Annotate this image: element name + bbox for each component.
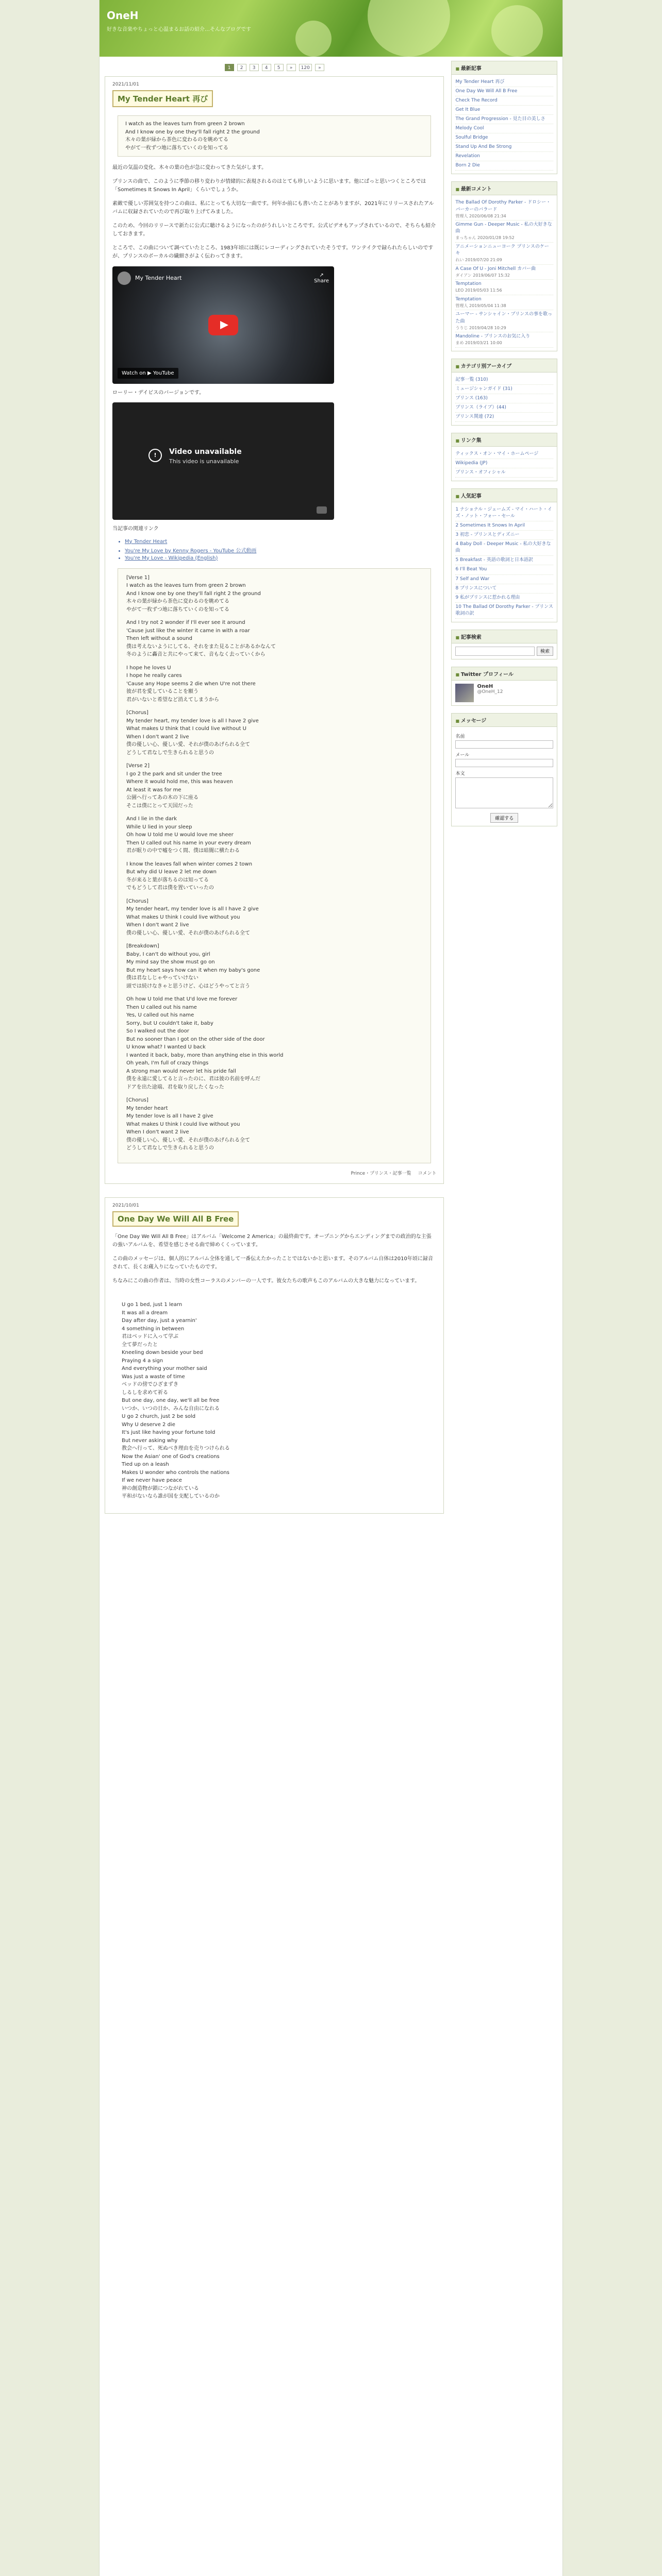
widget-title: ■ 最新コメント xyxy=(452,182,557,195)
play-icon[interactable] xyxy=(208,315,238,335)
lyric-line: Oh how U told me that U'd love me forever xyxy=(126,996,238,1002)
lyric-line: But my heart says how can it when my baby's gone xyxy=(126,967,260,973)
lyric-line: そこは僕にとって天国だった xyxy=(126,803,193,809)
link-list xyxy=(452,447,557,481)
external-link[interactable]: プリンス・オフィシャル xyxy=(455,468,553,478)
entry-paragraph: ところで、この曲について調べていたところ、1983年頃には既にレコーディングされていたそうです。ワンテイクで録られたらしいのですが、プリンスのボーカルの繊細さがよく伝わってきます。 xyxy=(112,245,434,259)
stanza-gap xyxy=(126,614,422,619)
lyric-line: 'Cause any Hope seems 2 die when U're not there xyxy=(126,681,256,687)
page-link[interactable]: 2 xyxy=(237,64,246,71)
stanza-gap xyxy=(126,990,422,995)
quote-line: やがて一枚ずつ地に落ちていくのを知ってる xyxy=(125,145,228,151)
blog-entry xyxy=(105,1197,444,1514)
recent-comment-title[interactable]: Temptation xyxy=(455,281,482,287)
lyric-line: 平和がないなら誰が国を支配しているのか xyxy=(122,1494,220,1499)
lyric-line: Why U deserve 2 die xyxy=(122,1421,175,1428)
lyric-line: My tender heart xyxy=(126,1105,168,1111)
entry-paragraph: 最近の気温の変化、木々の葉の色が急に変わってきた気がします。 xyxy=(112,165,267,171)
recent-post-link[interactable]: One Day We Will All B Free xyxy=(455,87,553,96)
category-link[interactable]: Prince・プリンス・記事一覧 xyxy=(351,1171,411,1176)
lyric-line: What makes U think I could live without you xyxy=(126,1121,240,1127)
lyric-line: U know what? I wanted U back xyxy=(126,1044,206,1050)
channel-avatar[interactable] xyxy=(118,272,131,285)
lyric-line: At least it was for me xyxy=(126,787,181,793)
comment-link[interactable]: コメント xyxy=(418,1171,437,1176)
popular-post-link[interactable]: 4 Baby Doll - Deeper Music - 私の大好きな曲 xyxy=(455,540,553,556)
lyric-line: Praying 4 a sign xyxy=(122,1358,163,1364)
recent-comment-title[interactable]: Mandoline - プリンスのお気に入り xyxy=(455,334,531,340)
recent-post-link[interactable]: The Grand Progression - 見た目の美しさ xyxy=(455,115,553,124)
pager xyxy=(105,64,444,71)
recent-posts-list xyxy=(452,75,557,174)
lyric-line: Sorry, but U couldn't take it, baby xyxy=(126,1020,213,1026)
site-header xyxy=(100,0,562,57)
lyric-line: When I don't want 2 live xyxy=(126,922,189,928)
lyric-line: 僕の優しい心、優しい愛、それが僕のあげられる全て xyxy=(126,930,250,936)
lyric-line: 君が眠りの中で嘘をつく間、僕は暗闇に横たわる xyxy=(126,848,240,854)
page-link[interactable]: » xyxy=(287,64,296,71)
popular-post-link[interactable]: 2 Sometimes It Snows In April xyxy=(455,521,553,531)
entry-title[interactable]: One Day We Will All B Free xyxy=(112,1211,239,1227)
lyric-line: 公園へ行ってあの木の下に座る xyxy=(126,795,198,801)
related-link[interactable]: • My Tender Heart xyxy=(125,539,436,545)
widget-title: ■ 記事検索 xyxy=(452,630,557,643)
recent-comment[interactable] xyxy=(455,265,553,280)
mail-label: メール xyxy=(455,752,470,758)
recent-post-link[interactable]: Stand Up And Be Strong xyxy=(455,143,553,152)
lyric-line: 君がいないと希望など消えてしまうから xyxy=(126,697,219,703)
entry-paragraph: 「One Day We Will All B Free」はアルバム「Welcome 2 America」の最終曲です。オープニングからエンディングまでの政治的な主張の強いアルバムを、希望を感じさせる曲で締めくくっています。 xyxy=(112,1233,432,1248)
recent-post-link[interactable]: My Tender Heart 再び xyxy=(455,78,553,87)
lyric-line: Kneeling down beside your bed xyxy=(122,1350,203,1355)
lyric-line: So I walked out the door xyxy=(126,1028,189,1034)
widget-title: ■ メッセージ xyxy=(452,714,557,727)
main-content xyxy=(105,61,444,1527)
recent-comments-list xyxy=(452,195,557,350)
confirm-button[interactable]: 確認する xyxy=(490,813,518,823)
categories-widget xyxy=(451,359,557,426)
recent-comment-meta: 管理人 2020/06/08 21:34 xyxy=(455,213,506,218)
youtube-embed[interactable] xyxy=(112,266,334,384)
lyric-line: And I know one by one they'll fall right 2 the ground xyxy=(126,590,261,597)
recent-comment[interactable] xyxy=(455,221,553,243)
stanza-gap xyxy=(126,757,422,762)
lyric-line: 教会へ行って、死ぬべき理由を売りつけられる xyxy=(122,1446,230,1451)
recent-post-link[interactable]: Check The Record xyxy=(455,96,553,106)
lyric-line: 全て夢だったと xyxy=(122,1342,158,1348)
recent-comment-meta: 管理人 2019/05/04 11:38 xyxy=(455,303,506,308)
lyric-line: Then left without a sound xyxy=(126,636,192,641)
popular-list xyxy=(452,502,557,622)
alert-icon: ! xyxy=(148,449,162,462)
lyric-line: Day after day, just a yearnin' xyxy=(122,1318,197,1324)
lyric-line: Oh yeah, I'm full of crazy things xyxy=(126,1060,209,1066)
twitter-widget xyxy=(451,667,557,706)
recent-comment[interactable] xyxy=(455,243,553,265)
page-link[interactable]: 1 xyxy=(225,64,234,71)
lyric-line: [Verse 1] xyxy=(126,574,150,581)
entry-paragraph: 素敵で優しい雰囲気を持つこの曲は、私にとっても大切な一曲です。何年か前にも書いたことがありますが、2021年にリリースされたアルバムに収録されていたので再び取り上げてみました。 xyxy=(112,200,434,215)
sidebar xyxy=(451,61,557,1527)
lyric-line: But one day, one day, we'll all be free xyxy=(122,1398,220,1403)
lyric-line: 木々の葉が緑から茶色に変わるのを眺めてる xyxy=(126,599,229,604)
entry-tools xyxy=(112,1170,436,1176)
video-unavailable-message xyxy=(169,448,242,465)
quote-line: 木々の葉が緑から茶色に変わるのを眺めてる xyxy=(125,137,228,143)
popular-post-link[interactable]: 5 Breakfast - 英語の歌詞と日本語訳 xyxy=(455,556,553,565)
recent-comment-title[interactable]: Gimme Gun - Deeper Music - 私の大好きな曲 xyxy=(455,222,552,234)
lyric-line: 僕の優しい心、優しい愛、それが僕のあげられる全て xyxy=(126,742,250,748)
stanza-gap xyxy=(126,659,422,664)
lyric-line: 君はベッドに入って学ぶ xyxy=(122,1334,178,1340)
external-link[interactable]: ティックス・オン・マイ・ホームページ xyxy=(455,450,553,459)
popular-widget xyxy=(451,488,557,622)
lyric-line: 僕を永遠に愛してると言ったのに、君は彼の名前を呼んだ xyxy=(126,1076,260,1082)
quote-line: And I know one by one they'll fall right 2 the ground xyxy=(125,129,260,135)
lyric-line: What makes U think that I could live without U xyxy=(126,726,246,732)
lyric-line: 僕の優しい心、優しい愛、それが僕のあげられる全て xyxy=(126,1137,250,1143)
youtube-logo-icon[interactable] xyxy=(317,506,327,514)
lyric-line: U go 1 bed, just 1 learn xyxy=(122,1302,183,1308)
popular-post-link[interactable]: 6 I'll Beat You xyxy=(455,565,553,574)
entry-paragraph: この曲のメッセージは、個人的にアルバム全体を通して一番伝えたかったことではないかと思います。そのアルバム自体は2010年頃に録音されて、長くお蔵入りになっていたものです。 xyxy=(112,1256,433,1270)
category-link[interactable]: プリンス関連 (72) xyxy=(455,413,553,422)
search-widget xyxy=(451,630,557,659)
lyric-line: U go 2 church, just 2 be sold xyxy=(122,1414,196,1419)
recent-comment-meta: まめ 2019/03/21 10:00 xyxy=(455,341,502,346)
lyric-line: 神の創造物が鎖につながれている xyxy=(122,1485,199,1492)
lyrics-box xyxy=(118,568,431,1163)
links-widget xyxy=(451,433,557,481)
popular-post-link[interactable]: 9 私がプリンスに惹かれる理由 xyxy=(455,594,553,603)
entry-paragraph: ちなみにこの曲の作者は、当時の女性コーラスのメンバーの一人です。彼女たちの歌声もこのアルバムの大きな魅力になっています。 xyxy=(112,1278,420,1284)
related-link[interactable]: • You're My Love - Wikipedia (English) xyxy=(125,555,436,561)
lyric-line: I hope he really cares xyxy=(126,673,182,679)
lyric-line: Tied up on a leash xyxy=(122,1462,169,1467)
lyric-line: While U lied in your sleep xyxy=(126,824,192,830)
lyric-line: [Breakdown] xyxy=(126,943,159,949)
lyric-line: My tender heart, my tender love is all I have 2 give xyxy=(126,718,259,724)
youtube-embed-unavailable[interactable] xyxy=(112,402,334,520)
share-button[interactable]: ↗ Share xyxy=(314,272,329,284)
site-description: 好きな音楽やちょっと心温まるお話の紹介…そんなブログです xyxy=(107,27,251,32)
recent-comment-title[interactable]: A Case Of U - Joni Mitchell カバー曲 xyxy=(455,266,536,272)
category-link[interactable]: ミュージシャンガイド (31) xyxy=(455,385,553,394)
recent-comment-title[interactable]: ユーマー - サンシャイン・プリンスの事を歌った曲 xyxy=(455,312,552,324)
lyric-line: [Chorus] xyxy=(126,710,148,716)
lyric-line: Makes U wonder who controls the nations xyxy=(122,1469,229,1476)
lyric-line: Was just a waste of time xyxy=(122,1374,185,1380)
recent-comment-meta: れい 2019/07/20 21:09 xyxy=(455,257,502,262)
lyric-line: But never asking why xyxy=(122,1437,178,1444)
lyric-line: It's just like having your fortune told xyxy=(122,1430,216,1435)
lyric-line: 4 something in between xyxy=(122,1326,185,1332)
lyric-line: 'Cause just like the winter it came in with a roar xyxy=(126,628,250,634)
page-link[interactable]: 3 xyxy=(250,64,259,71)
lyric-line: Oh how U told me U would love me sheer xyxy=(126,832,234,838)
blog-entry xyxy=(105,76,444,1184)
entry-quote xyxy=(118,115,431,157)
lyric-line: [Chorus] xyxy=(126,1097,148,1103)
unavailable-sub: This video is unavailable xyxy=(169,458,239,465)
recent-comment-meta: LEO 2019/05/03 11:56 xyxy=(455,288,502,293)
recent-comment[interactable] xyxy=(455,332,553,348)
category-link[interactable]: プリンス (163) xyxy=(455,394,553,403)
watch-on-youtube-button[interactable]: Watch on ▶ YouTube xyxy=(118,368,178,379)
stanza-gap xyxy=(126,855,422,860)
lyric-line: Then U called out his name in your every dream xyxy=(126,840,251,846)
widget-title: ■ 人気記事 xyxy=(452,489,557,502)
lyric-line: I watch as the leaves turn from green 2 brown xyxy=(126,583,246,588)
stanza-gap xyxy=(126,1091,422,1096)
name-label: 名前 xyxy=(455,734,465,739)
lyric-line: どうして君なしで生きられると思うの xyxy=(126,750,214,756)
external-link[interactable]: Wikipedia (JP) xyxy=(455,459,553,468)
related-link[interactable]: • You're My Love by Kenny Rogers - YouTube 公式動画 xyxy=(125,546,436,554)
lyric-line: And I lie in the dark xyxy=(126,816,177,822)
stanza-gap xyxy=(126,704,422,709)
unavailable-title: Video unavailable xyxy=(169,448,242,456)
stanza-gap xyxy=(126,937,422,942)
lyric-line: 僕は考えないようにしてる、それをまた見ることがあるかなんて xyxy=(126,643,276,650)
category-list xyxy=(452,372,557,425)
lyric-line: しるしを求めて祈る xyxy=(122,1389,168,1396)
message-field[interactable] xyxy=(455,777,553,808)
lyric-line: It was all a dream xyxy=(122,1310,168,1316)
popular-post-link[interactable]: 8 プリンスについて xyxy=(455,584,553,594)
lyric-line: 僕は君なしじゃやっていけない xyxy=(126,975,198,981)
popular-post-link[interactable]: 1 ナショナル・ジェームズ - マイ・ハート・イズ・ノット・フォー・セール xyxy=(455,505,553,521)
recent-comment-meta: まっちゃん 2020/01/28 19:52 xyxy=(455,235,515,241)
lyric-line: My tender heart, my tender love is all I have 2 give xyxy=(126,906,259,912)
entry-title[interactable]: My Tender Heart 再び xyxy=(112,90,213,107)
entry-paragraph: このため、今回のリリースで新たに公式に聴けるようになったのがうれしいところです。公式ビデオもアップされているので、そちらも紹介しておきます。 xyxy=(112,223,436,237)
recent-comment-meta: うりじ 2019/04/28 10:29 xyxy=(455,325,506,330)
lyric-line: When I don't want 2 live xyxy=(126,734,189,740)
lyrics-box xyxy=(118,1296,431,1506)
widget-title: ■ カテゴリ別アーカイブ xyxy=(452,359,557,372)
lyric-line: I go 2 the park and sit under the tree xyxy=(126,771,222,777)
video-caption: ローリー・デイビスのバージョンです。 xyxy=(112,389,205,396)
lyric-line: I hope he loves U xyxy=(126,665,171,671)
lyric-line: Yes, U called out his name xyxy=(126,1012,194,1018)
page-link[interactable]: 5 xyxy=(274,64,284,71)
recent-comment-meta: ダイアン 2019/06/07 15:32 xyxy=(455,273,510,278)
recent-comment[interactable] xyxy=(455,310,553,332)
lyric-line: A strong man would never let his pride fall xyxy=(126,1068,236,1074)
lyric-line: And everything your mother said xyxy=(122,1366,207,1371)
search-form xyxy=(452,643,557,659)
body-label: 本文 xyxy=(455,771,465,776)
lyric-line: When I don't want 2 live xyxy=(126,1129,189,1135)
page-link[interactable]: 4 xyxy=(262,64,271,71)
lyric-line: If we never have peace xyxy=(122,1478,183,1483)
lyric-line: My mind say the show must go on xyxy=(126,959,215,965)
recent-comment-title[interactable]: Temptation xyxy=(455,296,482,302)
contact-form xyxy=(452,727,557,826)
recent-comment-title[interactable]: The Ballad Of Dorothy Parker - ドロシー・パーカーのバラード xyxy=(455,200,551,212)
lyric-line: 頭では続けなきゃと思うけど、心はどうやってと言う xyxy=(126,983,250,989)
recent-posts-widget xyxy=(451,61,557,174)
lyric-line: I know the leaves fall when winter comes 2 town xyxy=(126,861,253,867)
lyric-line: 冬が来ると葉が落ちるのは知ってる xyxy=(126,877,209,883)
video-title[interactable]: My Tender Heart xyxy=(135,275,182,281)
popular-post-link[interactable]: 7 Self and War xyxy=(455,575,553,584)
avatar[interactable] xyxy=(455,684,474,702)
search-button[interactable]: 検索 xyxy=(537,647,553,656)
recent-post-link[interactable]: Revelation xyxy=(455,152,553,161)
lyric-line: I wanted it back, baby, more than anything else in this world xyxy=(126,1052,284,1058)
widget-title: ■ 最新記事 xyxy=(452,61,557,75)
lyric-line: [Chorus] xyxy=(126,898,148,904)
category-link[interactable]: 記事一覧 (310) xyxy=(455,376,553,385)
recent-comment[interactable] xyxy=(455,280,553,295)
stanza-gap xyxy=(126,1153,422,1158)
lyric-line: Where it would hold me, this was heaven xyxy=(126,779,233,785)
lyric-line: Now the Asian' one of God's creations xyxy=(122,1453,220,1460)
recent-post-link[interactable]: Soulful Bridge xyxy=(455,133,553,143)
lyric-line: Baby, I can't do without you, girl xyxy=(126,951,210,957)
recent-post-link[interactable]: Get It Blue xyxy=(455,106,553,115)
watch-label: Watch on xyxy=(122,370,146,376)
entry-date: 2021/10/01 xyxy=(112,1202,139,1208)
widget-title: ■ Twitter プロフィール xyxy=(452,667,557,681)
lyric-line: [Verse 2] xyxy=(126,763,150,769)
stanza-gap xyxy=(126,810,422,815)
lyric-line: どうして君なしで生きられると思うの xyxy=(126,1145,214,1151)
recent-comment-title[interactable]: アニメーションニューヨーク プリンスのケーキ xyxy=(455,244,549,256)
lyric-line: 彼が君を愛していることを願う xyxy=(126,689,198,694)
recent-post-link[interactable]: Born 2 Die xyxy=(455,161,553,171)
lyric-line: What makes U think I could live without you xyxy=(126,914,240,920)
stanza-gap xyxy=(126,892,422,897)
page-link[interactable]: 120 xyxy=(299,64,312,71)
lyric-line: Then U called out his name xyxy=(126,1004,197,1010)
site-title[interactable]: OneH xyxy=(107,9,139,22)
lyric-line: 冬のように轟音と共にやって来て、音もなく去っていくから xyxy=(126,652,266,657)
entry-date: 2021/11/01 xyxy=(112,82,139,87)
related-links xyxy=(119,539,436,561)
lyric-line: ベッドの傍でひざまずき xyxy=(122,1382,178,1387)
video-header xyxy=(118,272,329,285)
page xyxy=(99,0,563,2576)
lyric-line: いつか、いつの日か、みんな自由になれる xyxy=(122,1405,220,1412)
entry-paragraph: プリンスの曲で、このように季節の移り変わりが情緒的に表現されるのはとても珍しいように思います。他にぱっと思いつくところでは「Sometimes It Snows In April」くらいでしょうか。 xyxy=(112,178,426,193)
lyric-line: やがて一枚ずつ地に落ちていくのを知ってる xyxy=(126,606,229,613)
widget-title: ■ リンク集 xyxy=(452,433,557,447)
lyric-line: But no sooner than I got on the other side of the door xyxy=(126,1036,265,1042)
recent-comments-widget xyxy=(451,181,557,351)
contact-widget xyxy=(451,713,557,826)
twitter-handle[interactable]: @OneH_12 xyxy=(477,689,503,694)
lyric-line: But why did U leave 2 let me down xyxy=(126,869,217,875)
popular-post-link[interactable]: 3 初恋 - プリンスとディズニー xyxy=(455,531,553,540)
popular-post-link[interactable]: 10 The Ballad Of Dorothy Parker - プリンス歌詞の訳 xyxy=(455,603,553,619)
email-field[interactable] xyxy=(455,759,553,767)
name-field[interactable] xyxy=(455,740,553,749)
twitter-name[interactable]: OneH xyxy=(477,683,493,689)
recent-comment[interactable] xyxy=(455,198,553,221)
recent-post-link[interactable]: Melody Cool xyxy=(455,124,553,133)
lyric-line: My tender love is all I have 2 give xyxy=(126,1113,213,1119)
search-input[interactable] xyxy=(455,647,535,656)
quote-line: I watch as the leaves turn from green 2 brown xyxy=(125,121,245,127)
share-label: Share xyxy=(314,278,329,284)
category-link[interactable]: プリンス（ライブ）(44) xyxy=(455,403,553,413)
recent-comment[interactable] xyxy=(455,295,553,311)
lyric-line: でもどうして君は僕を置いていったの xyxy=(126,885,214,891)
lyric-line: ドアを出た途端、君を取り戻したくなった xyxy=(126,1084,224,1090)
twitter-profile xyxy=(452,681,557,705)
lyric-line: And I try not 2 wonder if I'll ever see it around xyxy=(126,620,245,625)
page-link[interactable]: » xyxy=(315,64,324,71)
links-label: 当記事の関連リンク xyxy=(112,526,159,532)
